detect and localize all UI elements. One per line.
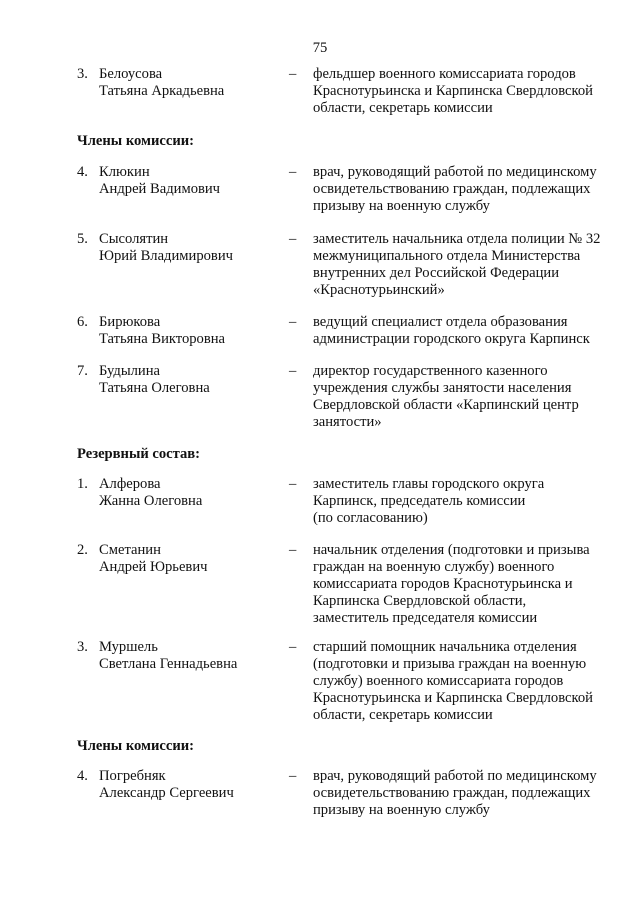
dash: – [289,164,297,180]
member-name: Клюкин Андрей Вадимович [99,164,221,197]
member-position: старший помощник начальника отделения (подготовки и призыва граждан на военную службу) военного комиссариата городов Краснотурьинска и Карпинска Свердловской области, секретарь комиссии [313,639,593,723]
section-heading: Резервный состав: [77,446,201,462]
member-number: 3. [77,639,88,655]
member-position: ведущий специалист отдела образования администрации городского округа Карпинск [313,314,590,347]
member-name: Будылина Татьяна Олеговна [99,363,210,396]
section-heading: Члены комиссии: [77,133,195,149]
member-number: 6. [77,314,88,330]
member-position: начальник отделения (подготовки и призыва граждан на военную службу) военного комиссариата городов Краснотурьинска и Карпинска Свердловской области, заместитель председателя комиссии [313,542,590,626]
dash: – [289,66,297,82]
dash: – [289,639,297,655]
dash: – [289,768,297,784]
member-position: заместитель начальника отдела полиции № 32 межмуниципального отдела Министерства внутренних дел Российской Федерации «Краснотурьинский» [313,231,601,298]
member-number: 3. [77,66,88,82]
member-name: Сысолятин Юрий Владимирович [99,231,233,264]
dash: – [289,314,297,330]
member-number: 1. [77,476,88,492]
member-number: 4. [77,768,88,784]
section-heading: Члены комиссии: [77,738,195,754]
member-number: 7. [77,363,88,379]
member-number: 4. [77,164,88,180]
page-number: 75 [312,40,328,56]
member-name: Погребняк Александр Сергеевич [99,768,234,801]
member-position: заместитель главы городского округа Карпинск, председатель комиссии (по согласованию) [313,476,545,526]
member-name: Белоусова Татьяна Аркадьевна [99,66,225,99]
member-position: врач, руководящий работой по медицинскому освидетельствованию граждан, подлежащих призыву на военную службу [313,768,597,818]
member-position: врач, руководящий работой по медицинскому освидетельствованию граждан, подлежащих призыву на военную службу [313,164,597,214]
member-position: фельдшер военного комиссариата городов Краснотурьинска и Карпинска Свердловской области, секретарь комиссии [313,66,593,116]
member-name: Сметанин Андрей Юрьевич [99,542,208,575]
member-name: Бирюкова Татьяна Викторовна [99,314,226,347]
member-name: Муршель Светлана Геннадьевна [99,639,238,672]
member-name: Алферова Жанна Олеговна [99,476,203,509]
member-number: 5. [77,231,88,247]
dash: – [289,231,297,247]
member-position: директор государственного казенного учреждения службы занятости населения Свердловской области «Карпинский центр занятости» [313,363,579,430]
dash: – [289,363,297,379]
member-number: 2. [77,542,88,558]
dash: – [289,476,297,492]
dash: – [289,542,297,558]
